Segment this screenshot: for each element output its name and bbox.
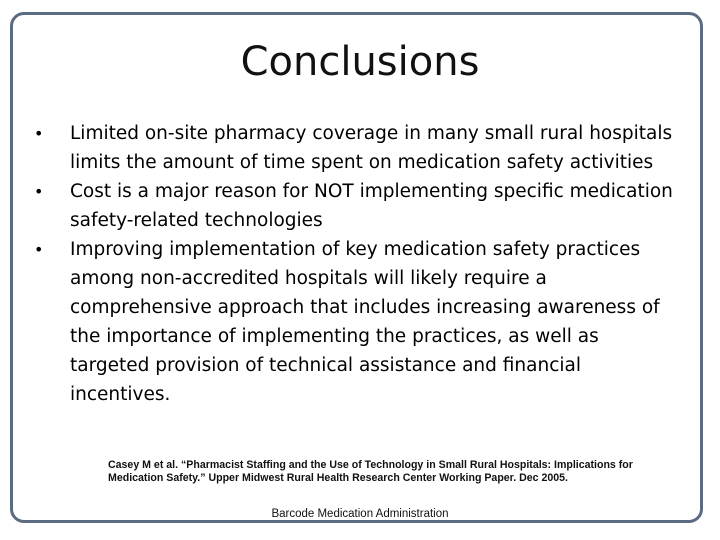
bullet-list <box>34 119 684 409</box>
bullet-item <box>34 235 684 409</box>
slide-footer: Barcode Medication Administration <box>271 508 449 520</box>
bullet-marker: • <box>34 240 44 259</box>
bullet-item <box>34 177 684 235</box>
citation: Casey M et al. “Pharmacist Staffing and the Use of Technology in Small Rural Hospitals: Implications for Medication Safety.” Upper Midwest Rural Health Research Center Working Paper. Dec 2005. <box>108 459 633 484</box>
slide-title: Conclusions <box>240 39 480 85</box>
bullet-item <box>34 119 684 177</box>
bullet-text: Cost is a major reason for NOT implementing specific medication safety-related technologies <box>70 181 673 231</box>
bullet-text: Improving implementation of key medication safety practices among non-accredited hospitals will likely require a comprehensive approach that includes increasing awareness of the importance of implementing the practices, as well as targeted provision of technical assistance and financial incentives. <box>70 239 660 405</box>
bullet-marker: • <box>34 182 44 201</box>
bullet-text: Limited on-site pharmacy coverage in many small rural hospitals limits the amount of time spent on medication safety activities <box>70 123 673 173</box>
bullet-marker: • <box>34 124 44 143</box>
